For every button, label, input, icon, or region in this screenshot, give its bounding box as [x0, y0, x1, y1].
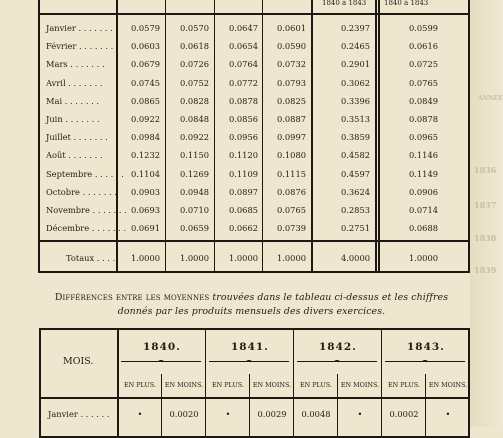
subheader-label: EN MOINS.: [252, 381, 292, 389]
table-cell: 0.0662: [228, 223, 258, 234]
table-cell: 0.0691: [130, 223, 160, 234]
year-header: 1840.: [143, 341, 181, 353]
table-cell: 0.2751: [340, 223, 370, 234]
table-cell: 0.0688: [408, 223, 438, 234]
column-divider: [205, 330, 206, 436]
table-cell: 0.0956: [228, 132, 258, 143]
total-cell: 1.0000: [179, 253, 209, 263]
total-cell: 1.0000: [228, 253, 258, 263]
column-divider: [381, 330, 382, 436]
month-label: Janvier . . . . . . .: [46, 23, 113, 33]
table-cell: 0.0865: [130, 95, 160, 106]
bleed-through-text: 1838: [474, 233, 497, 243]
table-row: [40, 111, 468, 129]
table-cell: 0.3859: [340, 132, 370, 143]
month-label: Avril . . . . . . .: [46, 77, 103, 88]
table-row: [40, 20, 468, 38]
month-label: Juin . . . . . . .: [46, 114, 100, 124]
table-cell: 0.0878: [408, 114, 438, 124]
table-cell: 0.0726: [179, 59, 209, 70]
table-cell: 0.0772: [228, 77, 258, 88]
table-cell: 0.0922: [130, 114, 160, 124]
table-cell: 0.2901: [340, 59, 370, 70]
table-cell: 0.0897: [228, 186, 258, 197]
table-row: [40, 202, 468, 220]
totals-rule: [40, 240, 468, 242]
table-cell: 0.0739: [276, 223, 306, 234]
table-cell: 0.0579: [130, 23, 160, 33]
heading-line-1: [0, 291, 503, 305]
subheader-label: EN MOINS.: [164, 381, 204, 389]
total-cell: 1.0000: [130, 253, 160, 263]
table-row: [40, 220, 468, 238]
table-cell: 0.3624: [340, 186, 370, 197]
table-cell: 0.0590: [276, 41, 306, 52]
table-cell: 0.0745: [130, 77, 160, 88]
mois-header: MOIS.: [63, 356, 94, 367]
year-header: 1843.: [407, 341, 445, 353]
table-cell: 0.3062: [340, 77, 370, 88]
month-label: Juillet . . . . . . .: [46, 132, 108, 143]
table-cell: 0.0616: [408, 41, 438, 52]
table-cell: 0.1150: [179, 150, 209, 161]
table-cell: 0.1080: [276, 150, 306, 161]
table-cell: 0.3513: [340, 114, 370, 124]
table-cell: 0.0685: [228, 205, 258, 215]
table-cell: 0.1146: [408, 150, 438, 161]
month-label: Septembre . . . . . .: [46, 168, 124, 179]
bleed-through-text: 1837: [474, 200, 497, 210]
totals-row: [40, 250, 468, 268]
table-row: [40, 166, 468, 184]
bleed-through-text: 1836: [474, 165, 497, 175]
table-cell: 0.0876: [276, 186, 306, 197]
table-cell: 0.1109: [228, 168, 258, 179]
subheader-label: EN PLUS.: [211, 381, 245, 389]
header-swash: [209, 360, 289, 364]
table-cell: 0.0693: [130, 205, 160, 215]
table-cell: 0.1232: [130, 150, 160, 161]
page-edge: [470, 0, 503, 427]
table-row: [40, 147, 468, 165]
table-cell: 0.0856: [228, 114, 258, 124]
month-label: Novembre . . . . . . .: [46, 205, 127, 215]
table-cell: 0.4582: [340, 150, 370, 161]
table-cell: •: [137, 409, 143, 419]
month-label: Mars . . . . . . .: [46, 59, 105, 70]
table-cell: 0.0601: [276, 23, 306, 33]
table-cell: 0.0002: [389, 409, 419, 419]
header-rule: [41, 397, 468, 399]
table-cell: 0.0725: [408, 59, 438, 70]
month-label: Février . . . . . . .: [46, 41, 114, 52]
total-cell: 4.0000: [340, 253, 370, 263]
table-cell: •: [357, 409, 363, 419]
table-row: [40, 93, 468, 111]
table-cell: 0.2397: [340, 23, 370, 33]
table-cell: 0.1104: [130, 168, 160, 179]
table-cell: 0.0710: [179, 205, 209, 215]
header-swash: [385, 360, 465, 364]
table-cell: 0.1115: [276, 168, 306, 179]
month-label: Janvier . . . . . .: [48, 409, 110, 419]
table-cell: 0.0603: [130, 41, 160, 52]
bleed-through-text: ANNÉE: [478, 95, 503, 102]
table-row: [40, 184, 468, 202]
table-cell: 0.0029: [257, 409, 287, 419]
heading-italic: donnés par les produits mensuels des divers exercices.: [117, 306, 386, 317]
table-cell: 0.0647: [228, 23, 258, 33]
header-swash: [121, 360, 201, 364]
table-cell: 0.0828: [179, 95, 209, 106]
heading-italic: trouvées dans le tableau ci-dessus et les chiffres: [212, 292, 449, 303]
table-cell: 0.0679: [130, 59, 160, 70]
section-heading: [0, 291, 503, 319]
subheader-label: EN PLUS.: [299, 381, 333, 389]
table-cell: 0.0906: [408, 186, 438, 197]
table-cell: 0.0764: [228, 59, 258, 70]
subheader-label: EN PLUS.: [387, 381, 421, 389]
table-cell: 0.0965: [408, 132, 438, 143]
table-cell: 0.0020: [169, 409, 199, 419]
table-row: [40, 56, 468, 74]
table-cell: 0.0825: [276, 95, 306, 106]
header-rule: [40, 13, 468, 15]
table-cell: 0.0659: [179, 223, 209, 234]
table-cell: 0.2465: [340, 41, 370, 52]
table-cell: 0.0887: [276, 114, 306, 124]
table-cell: 0.0618: [179, 41, 209, 52]
table-cell: 0.0570: [179, 23, 209, 33]
table-cell: •: [445, 409, 451, 419]
table-cell: 0.2853: [340, 205, 370, 215]
table-cell: 0.1120: [228, 150, 258, 161]
table-cell: 0.0732: [276, 59, 306, 70]
subheader-label: EN PLUS.: [123, 381, 157, 389]
table-cell: 0.0714: [408, 205, 438, 215]
month-label: Octobre . . . . . . .: [46, 186, 117, 197]
table-cell: 0.0903: [130, 186, 160, 197]
table-cell: 0.0599: [408, 23, 438, 33]
table-cell: 0.0793: [276, 77, 306, 88]
table-cell: 0.1269: [179, 168, 209, 179]
table-cell: 0.0922: [179, 132, 209, 143]
table-cell: 0.3396: [340, 95, 370, 106]
total-cell: 1.0000: [276, 253, 306, 263]
table-cell: 0.0948: [179, 186, 209, 197]
month-label: Août . . . . . . .: [46, 150, 103, 161]
bleed-through-text: 1839: [474, 265, 497, 275]
table-cell: 0.0997: [276, 132, 306, 143]
subheader-label: EN MOINS.: [428, 381, 468, 389]
table-cell: 0.0765: [408, 77, 438, 88]
table-cell: •: [225, 409, 231, 419]
table-cell: 0.0878: [228, 95, 258, 106]
table-row: [40, 38, 468, 56]
table-cell: 0.0752: [179, 77, 209, 88]
table-cell: 0.4597: [340, 168, 370, 179]
table-row: [40, 75, 468, 93]
table-cell: 0.0765: [276, 205, 306, 215]
month-label: Mai . . . . . . .: [46, 95, 100, 106]
subheader-label: EN MOINS.: [340, 381, 380, 389]
header-swash: [297, 360, 377, 364]
total-cell: 1.0000: [408, 253, 438, 263]
totals-label: Totaux . . . .: [66, 253, 116, 263]
heading-smallcaps: Différences entre les moyennes: [54, 292, 210, 303]
heading-line-2: [0, 305, 503, 319]
table-cell: 0.0848: [179, 114, 209, 124]
column-divider: [293, 330, 294, 436]
differences-table: [39, 328, 470, 438]
table-cell: 0.0654: [228, 41, 258, 52]
table-cell: 0.0984: [130, 132, 160, 143]
month-label: Décembre . . . . . . .: [46, 223, 127, 234]
header-fragment: 1840 à 1843: [384, 0, 429, 7]
table-cell: 0.1149: [408, 168, 438, 179]
monthly-proportions-table: [38, 0, 470, 273]
year-header: 1841.: [231, 341, 269, 353]
table-row: [40, 129, 468, 147]
table-cell: 0.0048: [301, 409, 331, 419]
table-cell: 0.0849: [408, 95, 438, 106]
year-header: 1842.: [319, 341, 357, 353]
header-fragment: 1840 à 1843: [322, 0, 367, 7]
